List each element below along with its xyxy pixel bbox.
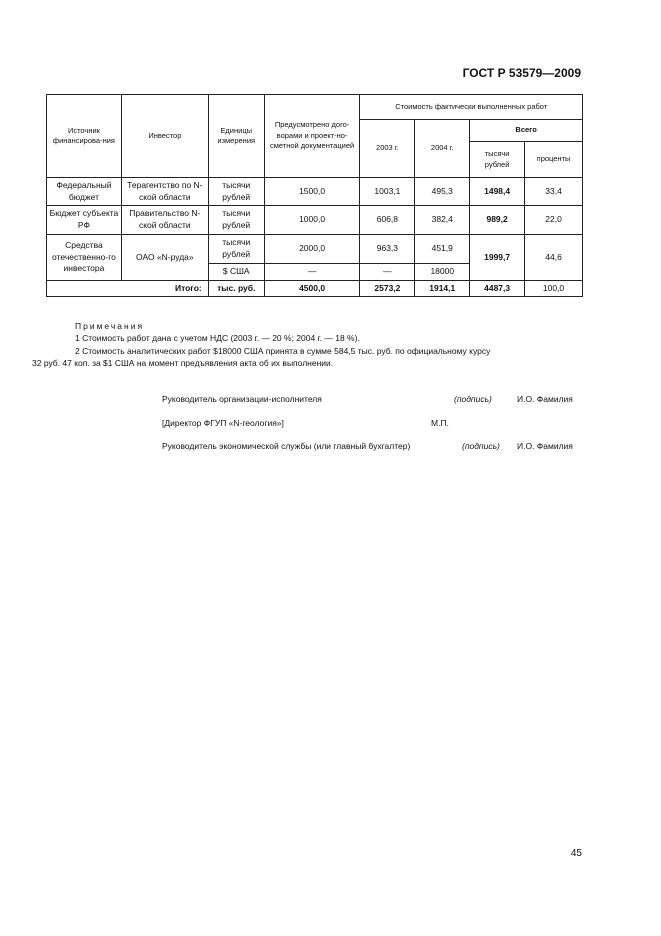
cell-2004: 382,4 — [415, 206, 470, 235]
cell-2003: 606,8 — [360, 206, 415, 235]
cell-investor: Правительство N-ской области — [121, 206, 208, 235]
cell-units: тысячи рублей — [208, 206, 264, 235]
header-2004: 2004 г. — [415, 120, 470, 178]
note-2: 2 Стоимость аналитических работ $18000 США принята в сумме 584,5 тыс. руб. по официальному курсу — [75, 345, 491, 356]
signature-placeholder-1: (подпись) — [454, 394, 492, 404]
cell-2004: 495,3 — [415, 178, 470, 206]
totals-total: 4487,3 — [470, 281, 525, 297]
totals-planned: 4500,0 — [264, 281, 360, 297]
table-row — [47, 178, 583, 206]
cell-investor: ОАО «N-руда» — [121, 235, 208, 281]
director-label: [Директор ФГУП «N-геология»] — [162, 418, 284, 428]
cell-planned: 1500,0 — [264, 178, 360, 206]
totals-row — [47, 281, 583, 297]
notes — [32, 320, 592, 369]
header-actual: Стоимость фактически выполненных работ — [360, 95, 583, 120]
document-code: ГОСТ Р 53579—2009 — [462, 66, 581, 80]
totals-2004: 1914,1 — [415, 281, 470, 297]
cell-units: тысячи рублей — [208, 178, 264, 206]
note-1: 1 Стоимость работ дана с учетом НДС (2003 г. — 20 %; 2004 г. — 18 %). — [75, 333, 360, 344]
header-2003: 2003 г. — [360, 120, 415, 178]
stamp-label: М.П. — [431, 418, 449, 428]
totals-percent: 100,0 — [525, 281, 583, 297]
cell-total: 1498,4 — [470, 178, 525, 206]
cell-2004: 451,9 — [415, 235, 470, 264]
cell-percent: 22,0 — [525, 206, 583, 235]
header-units: Единицы измерения — [208, 95, 264, 178]
cell-units-usd: $ США — [208, 264, 264, 281]
cell-investor: Терагентство по N-ской области — [121, 178, 208, 206]
cell-planned: 1000,0 — [264, 206, 360, 235]
table-row — [47, 206, 583, 235]
cell-planned: 2000,0 — [264, 235, 360, 264]
head-org-label: Руководитель организации-исполнителя — [162, 394, 322, 404]
cell-source: Бюджет субъекта РФ — [47, 206, 122, 235]
header-thousand-rub: тысячи рублей — [470, 142, 525, 178]
header-planned: Предусмотрено дого-ворами и проект-но-сметной документацией — [264, 95, 360, 178]
header-investor: Инвестор — [121, 95, 208, 178]
cell-units: тысячи рублей — [208, 235, 264, 264]
header-percent: проценты — [525, 142, 583, 178]
cell-percent: 44,6 — [525, 235, 583, 281]
cell-total: 989,2 — [470, 206, 525, 235]
cell-2003: 1003,1 — [360, 178, 415, 206]
page-number: 45 — [570, 848, 582, 859]
note-2-continued: 32 руб. 47 коп. за $1 США на момент предъявления акта об их выполнении. — [32, 357, 334, 368]
cell-2004-usd: 18000 — [415, 264, 470, 281]
header-total: Всего — [470, 120, 583, 142]
header-source: Источник финансирова-ния — [47, 95, 122, 178]
cell-2003: 963,3 — [360, 235, 415, 264]
notes-title: Примечания — [75, 321, 145, 331]
head-econ-label: Руководитель экономической службы (или главный бухгалтер) — [162, 441, 411, 451]
signature-placeholder-2: (подпись) — [462, 441, 500, 451]
cell-planned-usd: — — [264, 264, 360, 281]
table-row — [47, 235, 583, 264]
name-placeholder-1: И.О. Фамилия — [517, 394, 573, 404]
name-placeholder-2: И.О. Фамилия — [517, 441, 573, 451]
cell-2003-usd: — — [360, 264, 415, 281]
cell-source: Средства отечественно-го инвестора — [47, 235, 122, 281]
cell-source: Федеральный бюджет — [47, 178, 122, 206]
totals-2003: 2573,2 — [360, 281, 415, 297]
totals-label: Итого: — [47, 281, 209, 297]
cell-percent: 33,4 — [525, 178, 583, 206]
totals-units: тыс. руб. — [208, 281, 264, 297]
cell-total: 1999,7 — [470, 235, 525, 281]
funding-table — [46, 94, 583, 297]
